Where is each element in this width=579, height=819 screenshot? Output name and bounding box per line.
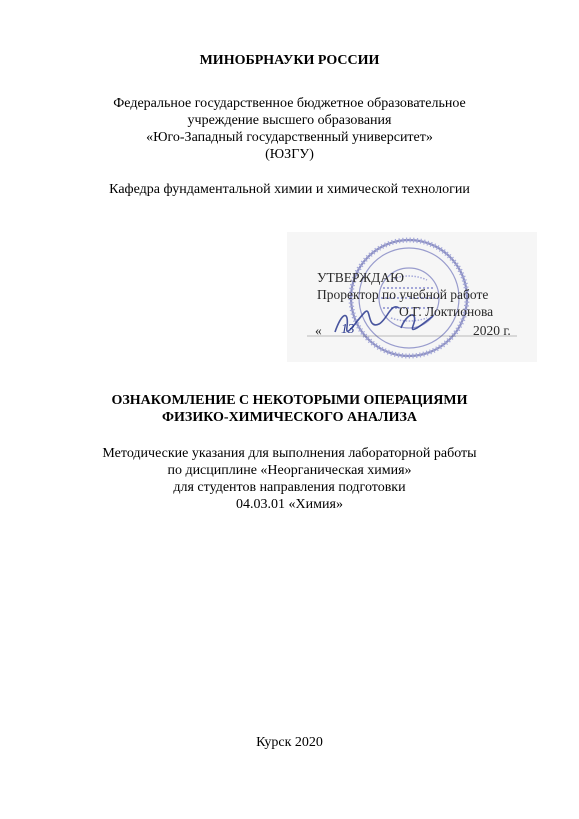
approval-date-day: 13 bbox=[341, 321, 355, 336]
institution-line-1: Федеральное государственное бюджетное образовательное bbox=[113, 96, 466, 111]
approval-date-year: 2020 г. bbox=[473, 323, 511, 338]
approval-heading: УТВЕРЖДАЮ bbox=[317, 270, 405, 285]
title-line-1: ОЗНАКОМЛЕНИЕ С НЕКОТОРЫМИ ОПЕРАЦИЯМИ bbox=[111, 393, 468, 408]
approval-position: Проректор по учебной работе bbox=[317, 287, 489, 302]
institution-line-3: «Юго-Западный государственный университет» bbox=[146, 130, 433, 145]
title-line-2: ФИЗИКО-ХИМИЧЕСКОГО АНАЛИЗА bbox=[162, 410, 417, 425]
institution-line-2: учреждение высшего образования bbox=[187, 113, 392, 128]
city-year: Курск 2020 bbox=[256, 735, 323, 750]
department-name: Кафедра фундаментальной химии и химической технологии bbox=[109, 182, 470, 197]
ministry-name: МИНОБРНАУКИ РОССИИ bbox=[199, 53, 380, 68]
approval-date-open-quote: « bbox=[315, 323, 322, 338]
description-line-4: 04.03.01 «Химия» bbox=[236, 497, 343, 512]
description-line-1: Методические указания для выполнения лабораторной работы bbox=[102, 446, 477, 461]
institution-abbreviation: (ЮЗГУ) bbox=[265, 147, 314, 162]
description-line-2: по дисциплине «Неорганическая химия» bbox=[167, 463, 412, 478]
description-line-3: для студентов направления подготовки bbox=[173, 480, 406, 495]
approval-block bbox=[287, 232, 537, 362]
approval-signatory: О.Г. Локтионова bbox=[399, 304, 494, 319]
